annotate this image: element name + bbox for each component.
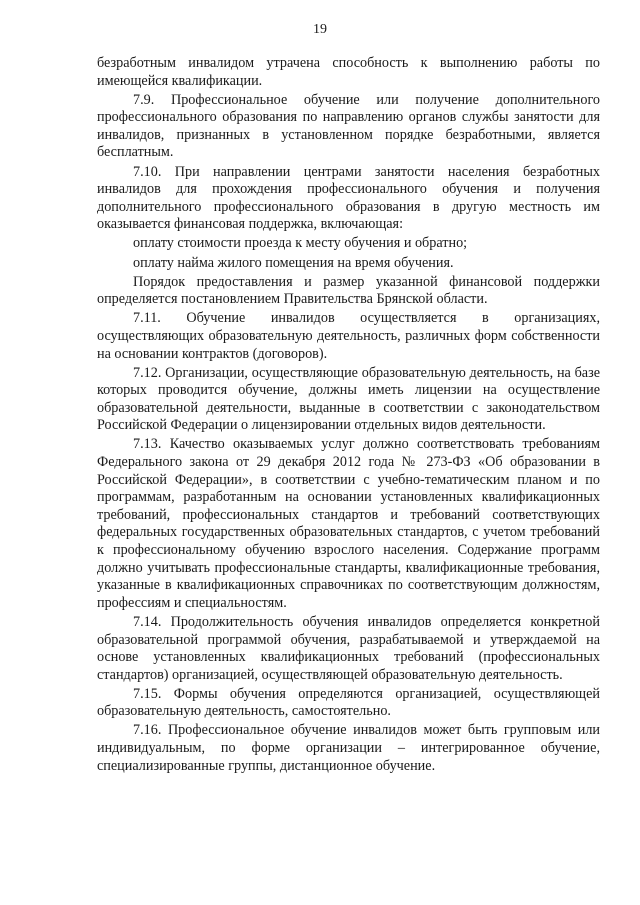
paragraph-7-16: 7.16. Профессиональное обучение инвалидов может быть групповым или индивидуальным, по форме организации – интегрированное обучение, специализированные группы, дистанционное обучение.	[97, 722, 600, 774]
paragraph-7-11: 7.11. Обучение инвалидов осуществляется в организациях, осуществляющих образовательную деятельность, различных форм собственности на основании контрактов (договоров).	[97, 310, 600, 362]
paragraph-7-15: 7.15. Формы обучения определяются организацией, осуществляющей образовательную деятельность, самостоятельно.	[97, 685, 600, 720]
paragraph-7-13: 7.13. Качество оказываемых услуг должно соответствовать требованиям Федерального закона от 29 декабря 2012 года № 273-ФЗ «Об образовании в Российской Федерации», в соответствии с учебно-тематическим планом и по программам, разработанным на основании установленных квалификационных требований, профессиональных стандартов и требований соответствующих федеральных государственных образовательных стандартов, с учетом требований к профессиональному обучению взрослого населения. Содержание программ должно учитывать профессиональные стандарты, квалификационные требования, указанные в квалификационных справочниках по соответствующим должностям, профессиям и специальностям.	[97, 436, 600, 611]
paragraph: безработным инвалидом утрачена способность к выполнению работы по имеющейся квалификации.	[97, 55, 600, 89]
paragraph-7-14: 7.14. Продолжительность обучения инвалидов определяется конкретной образовательной программой обучения, разрабатываемой и утверждаемой на основе установленных квалификационных требований (профессиональных стандартов) организацией, осуществляющей образовательную деятельность.	[97, 613, 600, 683]
list-item-housing: оплату найма жилого помещения на время обучения.	[133, 254, 454, 271]
paragraph-7-10: 7.10. При направлении центрами занятости населения безработных инвалидов для прохождения профессионального обучения и получения дополнительного профессионального образования в другую местность им оказывается финансовая поддержка, включающая:	[97, 163, 600, 233]
paragraph-7-12: 7.12. Организации, осуществляющие образовательную деятельность, на базе которых проводится обучение, должны иметь лицензии на осуществление образовательной деятельности, выданные в соответствии с законодательством Российской Федерации о лицензировании отдельных видов деятельности.	[97, 364, 600, 434]
document-body	[97, 55, 600, 777]
list-item-travel: оплату стоимости проезда к месту обучения и обратно;	[133, 235, 468, 252]
paragraph-7-9: 7.9. Профессиональное обучение или получение дополнительного профессионального образования по направлению органов службы занятости для инвалидов, признанных в установленном порядке безработными, является бесплатным.	[97, 91, 600, 161]
paragraph-procedure: Порядок предоставления и размер указанной финансовой поддержки определяется постановлением Правительства Брянской области.	[97, 273, 600, 308]
page-number: 19	[313, 22, 327, 37]
